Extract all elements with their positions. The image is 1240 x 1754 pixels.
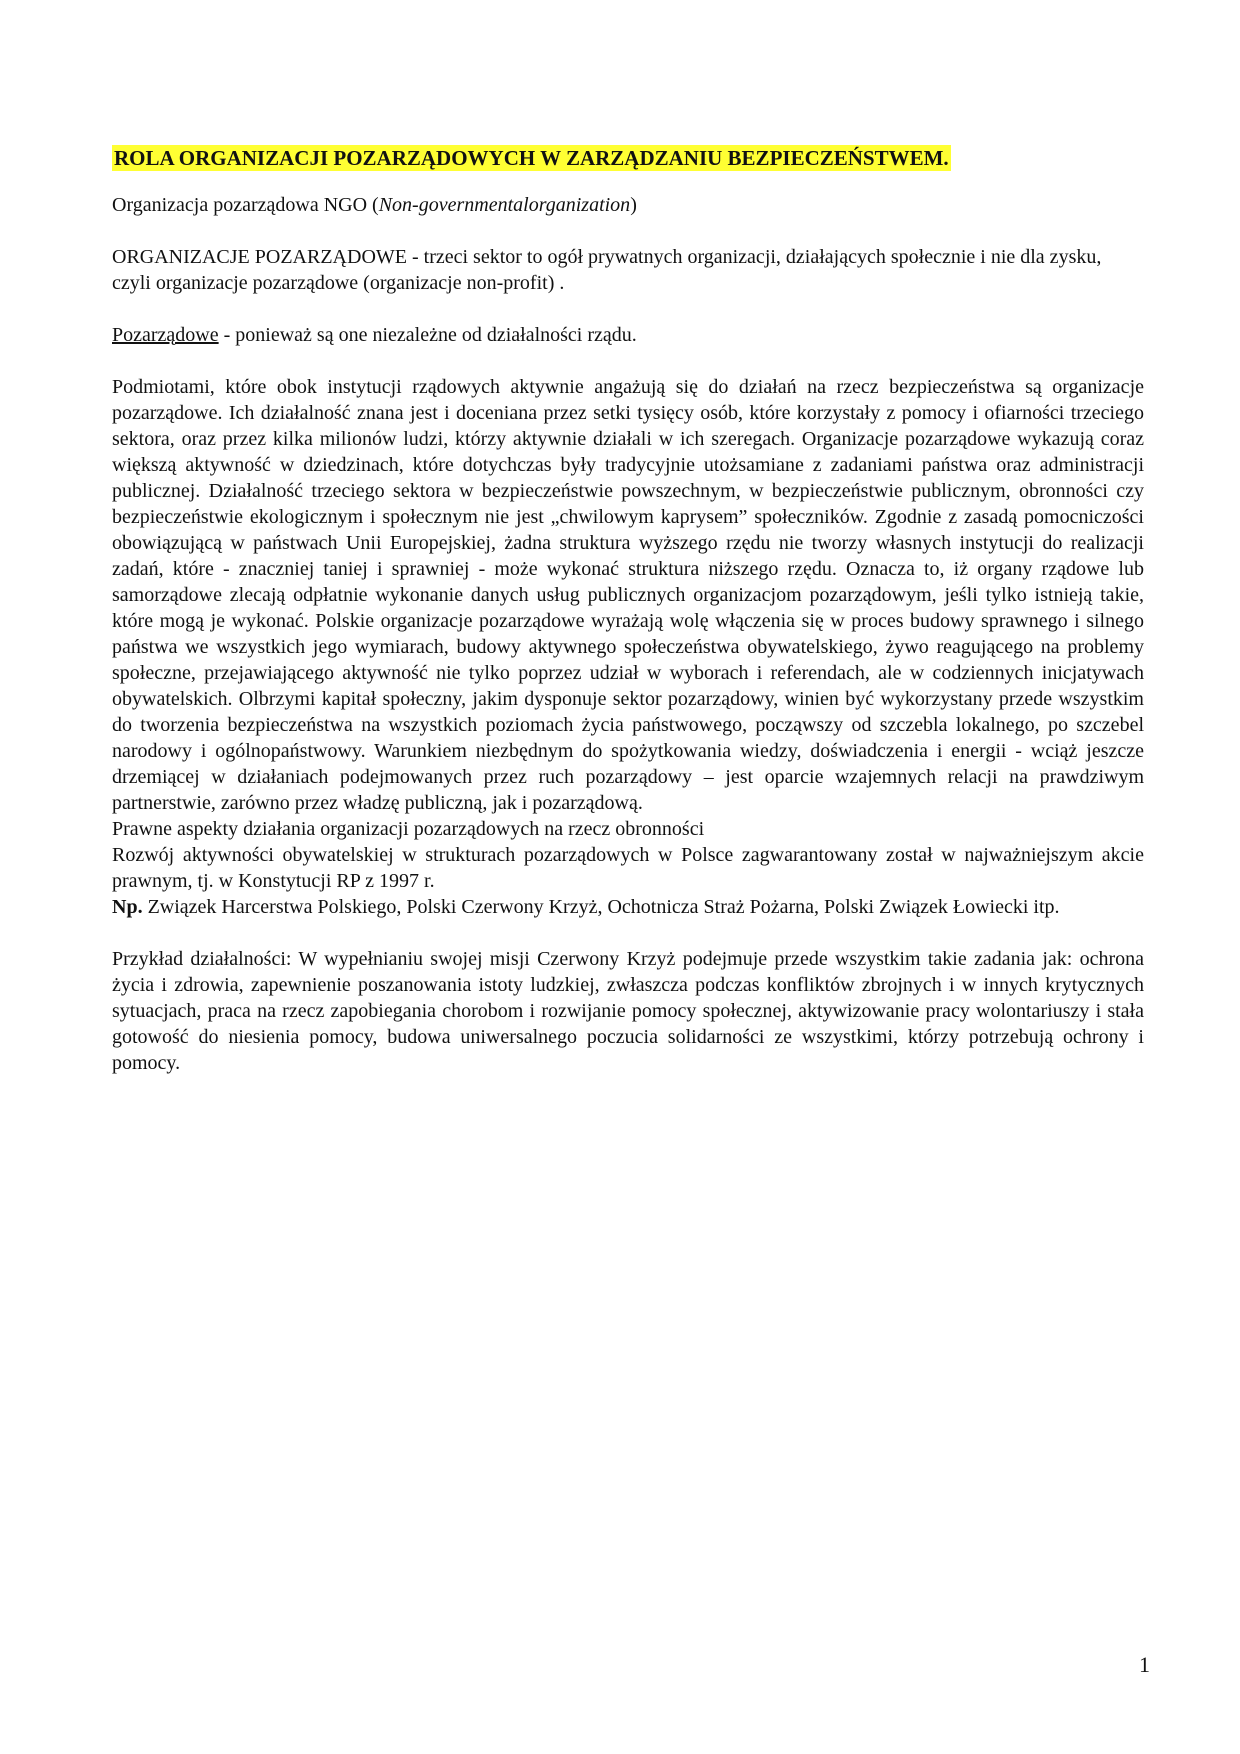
examples-label: Np. bbox=[112, 896, 143, 918]
ngo-line-italic: Non-governmentalorganization bbox=[378, 194, 631, 216]
pozarzadowe-text: - ponieważ są one niezależne od działalności rządu. bbox=[218, 324, 637, 346]
examples-text: Związek Harcerstwa Polskiego, Polski Czerwony Krzyż, Ochotnicza Straż Pożarna, Polski Związek Łowiecki itp. bbox=[142, 896, 1060, 918]
legal-paragraph: Rozwój aktywności obywatelskiej w strukturach pozarządowych w Polsce zagwarantowany został w najważniejszym akcie prawnym, tj. w Konstytucji RP z 1997 r. bbox=[112, 844, 1144, 892]
legal-heading: Prawne aspekty działania organizacji pozarządowych na rzecz obronności bbox=[112, 818, 705, 840]
ngo-definition-line bbox=[112, 192, 1144, 218]
pozarzadowe-explanation bbox=[112, 322, 1144, 348]
pozarzadowe-term: Pozarządowe bbox=[112, 324, 219, 346]
activity-paragraph: Przykład działalności: W wypełnianiu swojej misji Czerwony Krzyż podejmuje przede wszystkim takie zadania jak: ochrona życia i zdrowia, zapewnienie poszanowania istoty ludzkiej, zwłaszcza podczas konfliktów zbrojnych i w innych krytycznych sytuacjach, praca na rzecz zapobiegania chorobom i rozwijanie pomocy społecznej, aktywizowanie pracy wolontariuszy i stała gotowość do niesienia pomocy, budowa uniwersalnego poczucia solidarności ze wszystkimi, którzy potrzebują ochrony i pomocy. bbox=[112, 948, 1144, 1074]
examples-paragraph bbox=[112, 894, 1144, 920]
ngo-line-prefix: Organizacja pozarządowa NGO ( bbox=[112, 194, 379, 216]
main-paragraph: Podmiotami, które obok instytucji rządowych aktywnie angażują się do działań na rzecz bezpieczeństwa są organizacje pozarządowe. Ich działalność znana jest i doceniana przez setki tysięcy osób, które korzystały z pomocy i ofiarności trzeciego sektora, oraz przez kilka milionów ludzi, którzy aktywnie działali w ich szeregach. Organizacje pozarządowe wykazują coraz większą aktywność w dziedzinach, które dotychczas były tradycyjnie utożsamiane z zadaniami państwa oraz administracji publicznej. Działalność trzeciego sektora w bezpieczeństwie powszechnym, w bezpieczeństwie publicznym, obronności czy bezpieczeństwie ekologicznym i społecznym nie jest „chwilowym kaprysem” społeczników. Zgodnie z zasadą pomocniczości obowiązującą w państwach Unii Europejskiej, żadna struktura wyższego rzędu nie tworzy własnych instytucji do realizacji zadań, które - znaczniej taniej i sprawniej - może wykonać struktura niższego rzędu. Oznacza to, iż organy rządowe lub samorządowe zlecają odpłatnie wykonanie danych usług publicznych organizacjom pozarządowym, jeśli tylko istnieją takie, które mogą je wykonać. Polskie organizacje pozarządowe wyrażają wolę włączenia się w proces budowy sprawnego i silnego państwa we wszystkich jego wymiarach, budowy aktywnego społeczeństwa obywatelskiego, żywo reagującego na problemy społeczne, przejawiającego aktywność nie tylko poprzez udział w wyborach i referendach, ale w codziennych inicjatywach obywatelskich. Olbrzymi kapitał społeczny, jakim dysponuje sektor pozarządowy, winien być wykorzystany przede wszystkim do tworzenia bezpieczeństwa na wszystkich poziomach życia państwowego, począwszy od szczebla lokalnego, po szczebel narodowy i ogólnopaństwowy. Warunkiem niezbędnym do spożytkowania wiedzy, doświadczenia i energii - wciąż jeszcze drzemiącej w działaniach podejmowanych przez ruch pozarządowy – jest oparcie wzajemnych relacji na prawdziwym partnerstwie, zarówno przez władzę publiczną, jak i pozarządową. bbox=[112, 376, 1144, 814]
document-title: ROLA ORGANIZACJI POZARZĄDOWYCH W ZARZĄDZANIU BEZPIECZEŃSTWEM. bbox=[114, 146, 949, 170]
document-content bbox=[112, 144, 1144, 1076]
organizations-definition: ORGANIZACJE POZARZĄDOWE - trzeci sektor to ogół prywatnych organizacji, działających społecznie i nie dla zysku, czyli organizacje pozarządowe (organizacje non-profit) . bbox=[112, 246, 1102, 294]
ngo-line-suffix: ) bbox=[630, 194, 637, 216]
page-number: 1 bbox=[1139, 1652, 1150, 1677]
document-title-line bbox=[112, 144, 1144, 172]
